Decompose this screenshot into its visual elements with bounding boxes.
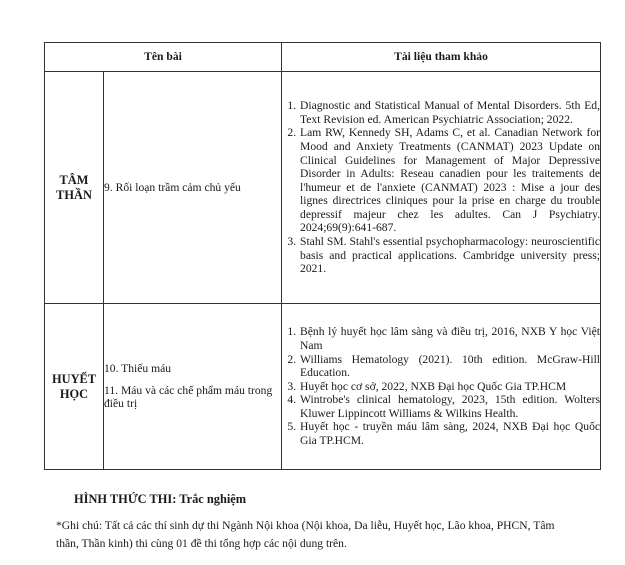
table-row-psychiatry — [45, 72, 601, 304]
references-cell — [282, 72, 601, 304]
header-references: Tài liệu tham khảo — [282, 43, 601, 72]
table-row-hematology — [45, 304, 601, 470]
topic-cell — [104, 72, 282, 304]
reference-list — [282, 99, 600, 276]
footnote: *Ghi chú: Tất cả các thí sinh dự thi Ngành Nội khoa (Nội khoa, Da liễu, Huyết học, Lão khoa, PHCN, Tâm thần, Thần kinh) thi cùng 01 đề thi tổng hợp các nội dung trên. — [56, 519, 555, 550]
reference-item: 2. Williams Hematology (2021). 10th edition. McGraw-Hill Education. — [299, 353, 600, 380]
group-label — [45, 72, 104, 304]
reference-item: 3. Huyết học cơ sở, 2022, NXB Đại học Quốc Gia TP.HCM — [299, 380, 600, 394]
reference-item: 1. Bệnh lý huyết học lâm sàng và điều trị, 2016, NXB Y học Việt Nam — [299, 325, 600, 352]
reference-item: 3. Stahl SM. Stahl's essential psychopharmacology: neuroscientific basis and practical applications. Cambridge university press; 2021. — [299, 235, 600, 276]
references-cell — [282, 304, 601, 470]
topic-cell — [104, 304, 282, 470]
topic-item: 11. Máu và các chế phẩm máu trong điều trị — [104, 383, 273, 411]
reference-item: 2. Lam RW, Kennedy SH, Adams C, et al. Canadian Network for Mood and Anxiety Treatments (CANMAT) 2023 Update on Clinical Guidelines for Management of Major Depressive Disorder in Adults: Reseau canadien pour les traitements de l'humeur et de l'anxiete (CANMAT) 2023 : Mise a jour des lignes directrices cliniques pour la prise en charge du trouble depressif majeur chez les adultes. Can J Psychiatry. 2024;69(9):641-687. — [299, 126, 600, 235]
reference-list — [282, 325, 600, 447]
topic-item: 9. Rối loạn trầm cảm chủ yếu — [104, 180, 241, 194]
header-topic: Tên bài — [45, 43, 282, 72]
reference-item: 4. Wintrobe's clinical hematology, 2023, 15th edition. Wolters Kluwer Lippincott Williams & Wilkins Health. — [299, 393, 600, 420]
group-label-text: HUYẾT HỌC — [52, 371, 97, 401]
exam-format-value: Trắc nghiệm — [179, 492, 247, 506]
topic-item: 10. Thiếu máu — [104, 362, 172, 376]
reference-item: 1. Diagnostic and Statistical Manual of Mental Disorders. 5th Ed, Text Revision ed. American Psychiatric Association; 2022. — [299, 99, 600, 126]
reference-item: 5. Huyết học - truyền máu lâm sàng, 2024, NXB Đại học Quốc Gia TP.HCM. — [299, 420, 600, 447]
exam-format-label: HÌNH THỨC THI: — [74, 492, 177, 506]
reference-table — [44, 42, 601, 470]
table-header-row — [45, 43, 601, 72]
exam-format — [74, 492, 246, 507]
group-label — [45, 304, 104, 470]
group-label-text: TÂM THẦN — [56, 172, 92, 202]
